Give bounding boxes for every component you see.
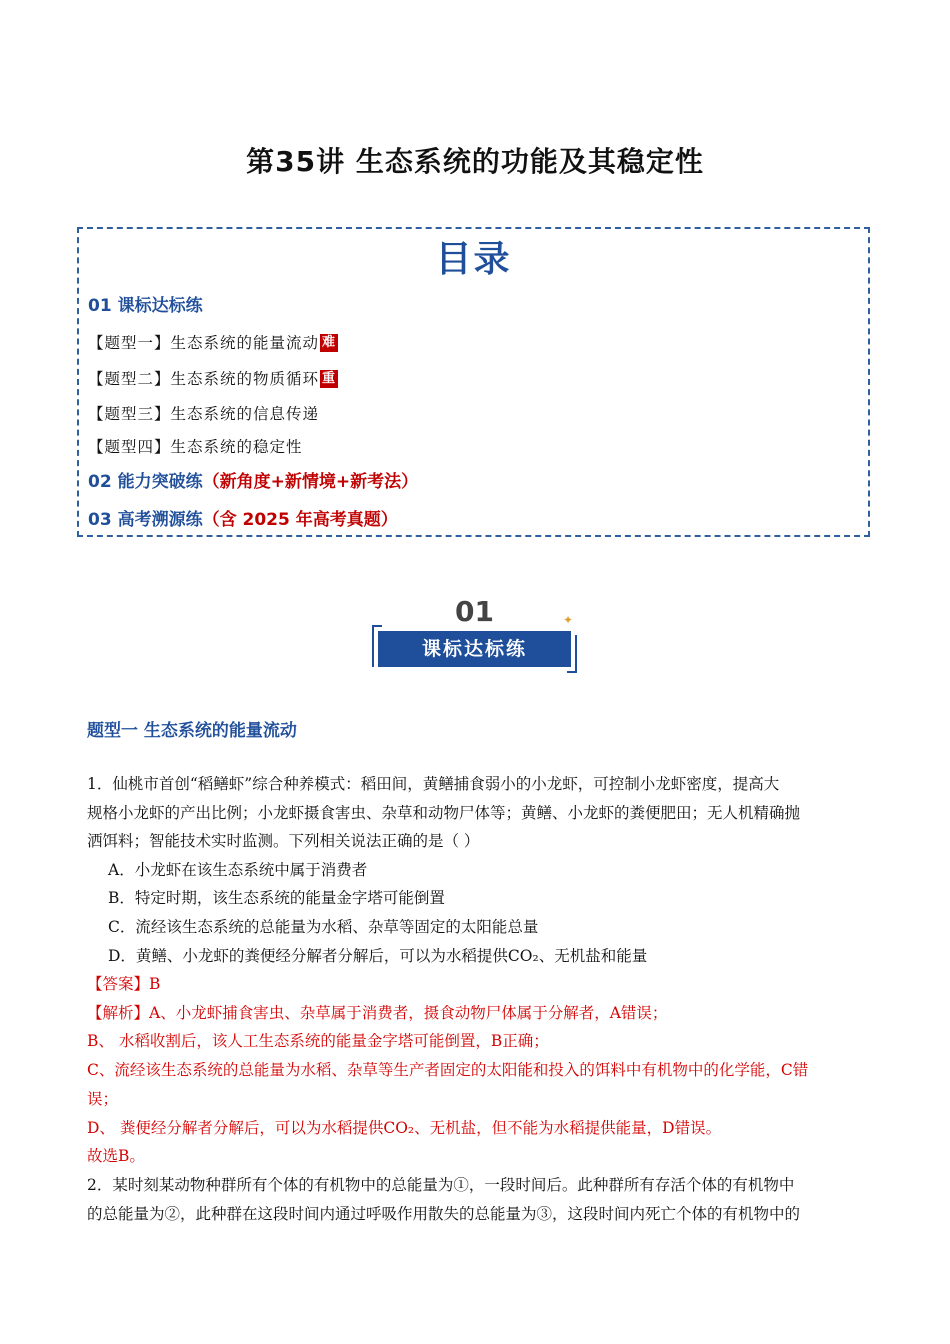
question-stem-line: 洒饵料；智能技术实时监测。下列相关说法正确的是（ ）: [87, 832, 480, 850]
toc-item-information[interactable]: [88, 402, 319, 424]
toc-section-2[interactable]: [88, 467, 418, 492]
question-stem-line: 2．某时刻某动物种群所有个体的有机物中的总能量为①，一段时间后。此种群所有存活个体的有机物中: [87, 1176, 795, 1194]
toc-item-label: 【题型一】生态系统的能量流动: [88, 334, 320, 352]
toc-item-stability[interactable]: [88, 435, 303, 457]
analysis-line: B、 水稻收割后，该人工生态系统的能量金字塔可能倒置，B正确；: [87, 1032, 549, 1050]
page-title: 第35讲 生态系统的功能及其稳定性: [246, 145, 704, 178]
toc-item-label: 【题型三】生态系统的信息传递: [88, 405, 320, 423]
toc-item-material-cycle[interactable]: [88, 367, 338, 389]
analysis-line: D、 粪便经分解者分解后，可以为水稻提供CO₂、无机盐，但不能为水稻提供能量，D错误。: [87, 1119, 722, 1137]
answer-option: B．特定时期，该生态系统的能量金字塔可能倒置: [108, 889, 445, 907]
toc-section-2-title: 02 能力突破练: [88, 472, 203, 492]
toc-section-3-note: （含 2025 年高考真题）: [202, 510, 398, 530]
answer-option: D．黄鳝、小龙虾的粪便经分解者分解后，可以为水稻提供CO₂、无机盐和能量: [108, 947, 648, 965]
importance-badge: 重: [322, 371, 337, 386]
sparkle-icon: ✦: [562, 613, 573, 627]
toc-section-3-title: 03 高考溯源练: [88, 510, 203, 530]
question-type-heading: 题型一 生态系统的能量流动: [87, 721, 297, 741]
toc-item-energy-flow[interactable]: [88, 331, 338, 353]
table-of-contents: [77, 227, 870, 537]
analysis-line: 【解析】A、小龙虾捕食害虫、杂草属于消费者，摄食动物尸体属于分解者，A错误；: [87, 1004, 668, 1022]
question-stem-line: 1．仙桃市首创“稻鳝虾”综合种养模式：稻田间，黄鳝捕食弱小的小龙虾，可控制小龙虾密度，提高大: [87, 775, 780, 793]
analysis-line: C、流经该生态系统的总能量为水稻、杂草等生产者固定的太阳能和投入的饵料中有机物中的化学能，C错: [87, 1061, 809, 1079]
analysis-line: 误；: [87, 1090, 119, 1108]
toc-item-label: 【题型四】生态系统的稳定性: [88, 438, 303, 456]
question-stem-line: 的总能量为②，此种群在这段时间内通过呼吸作用散失的总能量为③，这段时间内死亡个体的有机物中的: [87, 1205, 801, 1223]
analysis-line: 故选B。: [87, 1147, 145, 1165]
toc-item-label: 【题型二】生态系统的物质循环: [88, 370, 320, 388]
toc-section-2-note: （新角度+新情境+新考法）: [202, 472, 419, 492]
toc-section-1[interactable]: 01 课标达标练: [88, 296, 203, 316]
banner-label: 课标达标练: [378, 631, 571, 667]
difficulty-badge: 难: [322, 335, 337, 350]
answer-option: A．小龙虾在该生态系统中属于消费者: [108, 861, 368, 879]
answer-option: C．流经该生态系统的总能量为水稻、杂草等固定的太阳能总量: [108, 918, 539, 936]
answer-line: 【答案】B: [87, 975, 161, 993]
question-stem-line: 规格小龙虾的产出比例；小龙虾摄食害虫、杂草和动物尸体等；黄鳝、小龙虾的粪便肥田；无人机精确抛: [87, 804, 801, 822]
toc-section-3[interactable]: [88, 505, 398, 530]
banner-number: 01: [455, 595, 494, 628]
toc-heading: 目录: [435, 239, 512, 280]
section-banner: [372, 595, 577, 675]
